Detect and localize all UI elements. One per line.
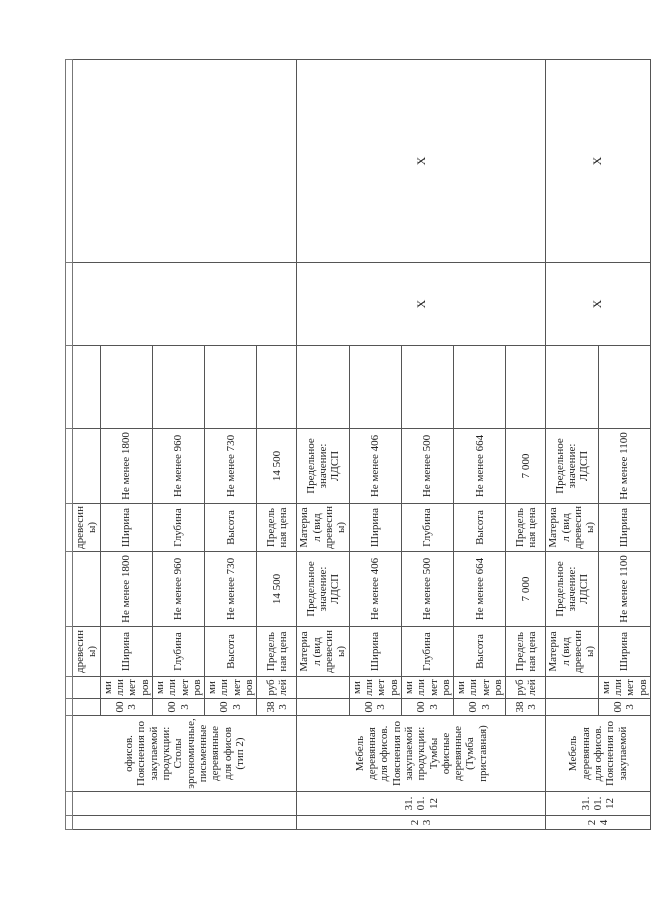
value-cell: Предельное значение: ЛДСП [297,429,349,504]
value-cell: Не менее 500 [401,552,453,627]
mark-cell [73,263,297,346]
value-cell: Предельное значение: ЛДСП [297,552,349,627]
characteristic-cell: Предельная цена [506,504,546,552]
value-cell: Не менее 664 [454,429,506,504]
cell [66,792,73,816]
characteristic-cell: Глубина [152,627,204,677]
x-mark-cell: X [546,263,651,346]
characteristic-cell: Материал (вид древесины) [297,627,349,677]
characteristic-cell: Ширина [598,627,650,677]
value-cell: Не менее 406 [349,552,401,627]
value-cell: 7 000 [506,552,546,627]
row-number-cell: 24 [546,816,651,830]
unit-code-cell [73,699,101,716]
value-cell [73,429,101,504]
characteristic-cell: Предельная цена [506,627,546,677]
characteristic-cell: Материал (вид древесины) [297,504,349,552]
characteristic-cell: Высота [454,504,506,552]
row-number-cell [73,816,297,830]
product-name-cell: офисов. Пояснения по закупаемой продукции: Столы эргономичные, письменные деревянные для офисов (тип 2) [73,716,297,792]
characteristic-cell: Ширина [598,504,650,552]
cell [66,699,73,716]
unit-name-cell: миллиметров [401,677,453,699]
unit-name-cell [73,677,101,699]
value-cell: Не менее 1100 [598,429,650,504]
value-cell: Не менее 406 [349,429,401,504]
unit-code-cell: 003 [401,699,453,716]
okpd-cell: 31.01.12 [297,792,546,816]
empty-cell [73,346,101,429]
unit-code-cell: 003 [205,699,257,716]
mark-cell [73,60,297,263]
unit-name-cell: миллиметров [100,677,152,699]
okpd-cell [73,792,297,816]
unit-name-cell: миллиметров [152,677,204,699]
value-cell [73,552,101,627]
characteristic-cell: древесины) [73,627,101,677]
characteristic-cell: древесины) [73,504,101,552]
value-cell: Не менее 730 [205,552,257,627]
cell [66,627,73,677]
empty-cell [100,346,152,429]
characteristic-cell: Предельная цена [257,627,297,677]
characteristic-cell: Высота [454,627,506,677]
row-number-cell: 23 [297,816,546,830]
unit-code-cell: 383 [506,699,546,716]
unit-name-cell [546,677,598,699]
rotated-page [65,60,649,830]
unit-name-cell: рублей [257,677,297,699]
characteristic-cell: Материал (вид древесины) [546,504,598,552]
requirements-table [65,59,651,830]
product-name-cell: Мебель деревянная для офисов. Пояснения по закупаемой [546,716,651,792]
empty-cell [598,346,650,429]
cell [66,716,73,792]
unit-name-cell: миллиметров [349,677,401,699]
unit-name-cell: миллиметров [205,677,257,699]
characteristic-cell: Ширина [100,504,152,552]
value-cell: Предельное значение: ЛДСП [546,429,598,504]
table-row [297,60,349,830]
characteristic-cell: Ширина [349,627,401,677]
table-row [73,60,101,830]
value-cell: 7 000 [506,429,546,504]
cell [66,346,73,429]
unit-name-cell: миллиметров [598,677,650,699]
characteristic-cell: Глубина [401,504,453,552]
empty-cell [152,346,204,429]
value-cell: Не менее 500 [401,429,453,504]
empty-cell [401,346,453,429]
cell [66,552,73,627]
cell [66,263,73,346]
value-cell: Не менее 730 [205,429,257,504]
okpd-cell: 31.01.12 [546,792,651,816]
unit-code-cell: 003 [152,699,204,716]
cell [66,816,73,830]
table-row [546,60,598,830]
x-mark-cell: X [297,60,546,263]
empty-cell [454,346,506,429]
value-cell: Не менее 1800 [100,552,152,627]
characteristic-cell: Глубина [152,504,204,552]
unit-code-cell: 003 [598,699,650,716]
value-cell: 14 500 [257,552,297,627]
empty-cell [546,346,598,429]
unit-name-cell: миллиметров [454,677,506,699]
empty-cell [297,346,349,429]
unit-code-cell [546,699,598,716]
unit-name-cell: рублей [506,677,546,699]
characteristic-cell: Материал (вид древесины) [546,627,598,677]
value-cell: Не менее 664 [454,552,506,627]
unit-code-cell: 003 [100,699,152,716]
x-mark-cell: X [546,60,651,263]
cell [66,504,73,552]
characteristic-cell: Предельная цена [257,504,297,552]
empty-cell [506,346,546,429]
value-cell: Не менее 1100 [598,552,650,627]
characteristic-cell: Ширина [349,504,401,552]
value-cell: 14 500 [257,429,297,504]
characteristic-cell: Высота [205,627,257,677]
unit-code-cell [297,699,349,716]
unit-name-cell [297,677,349,699]
cell [66,677,73,699]
top-strip-row [66,60,73,830]
characteristic-cell: Глубина [401,627,453,677]
value-cell: Не менее 960 [152,552,204,627]
empty-cell [205,346,257,429]
unit-code-cell: 383 [257,699,297,716]
value-cell: Предельное значение: ЛДСП [546,552,598,627]
empty-cell [349,346,401,429]
unit-code-cell: 003 [349,699,401,716]
characteristic-cell: Высота [205,504,257,552]
characteristic-cell: Ширина [100,627,152,677]
cell [66,60,73,263]
empty-cell [257,346,297,429]
unit-code-cell: 003 [454,699,506,716]
product-name-cell: Мебель деревянная для офисов. Пояснения по закупаемой продукции: Тумбы офисные деревянные (Тумба приставная) [297,716,546,792]
cell [66,429,73,504]
x-mark-cell: X [297,263,546,346]
value-cell: Не менее 1800 [100,429,152,504]
value-cell: Не менее 960 [152,429,204,504]
